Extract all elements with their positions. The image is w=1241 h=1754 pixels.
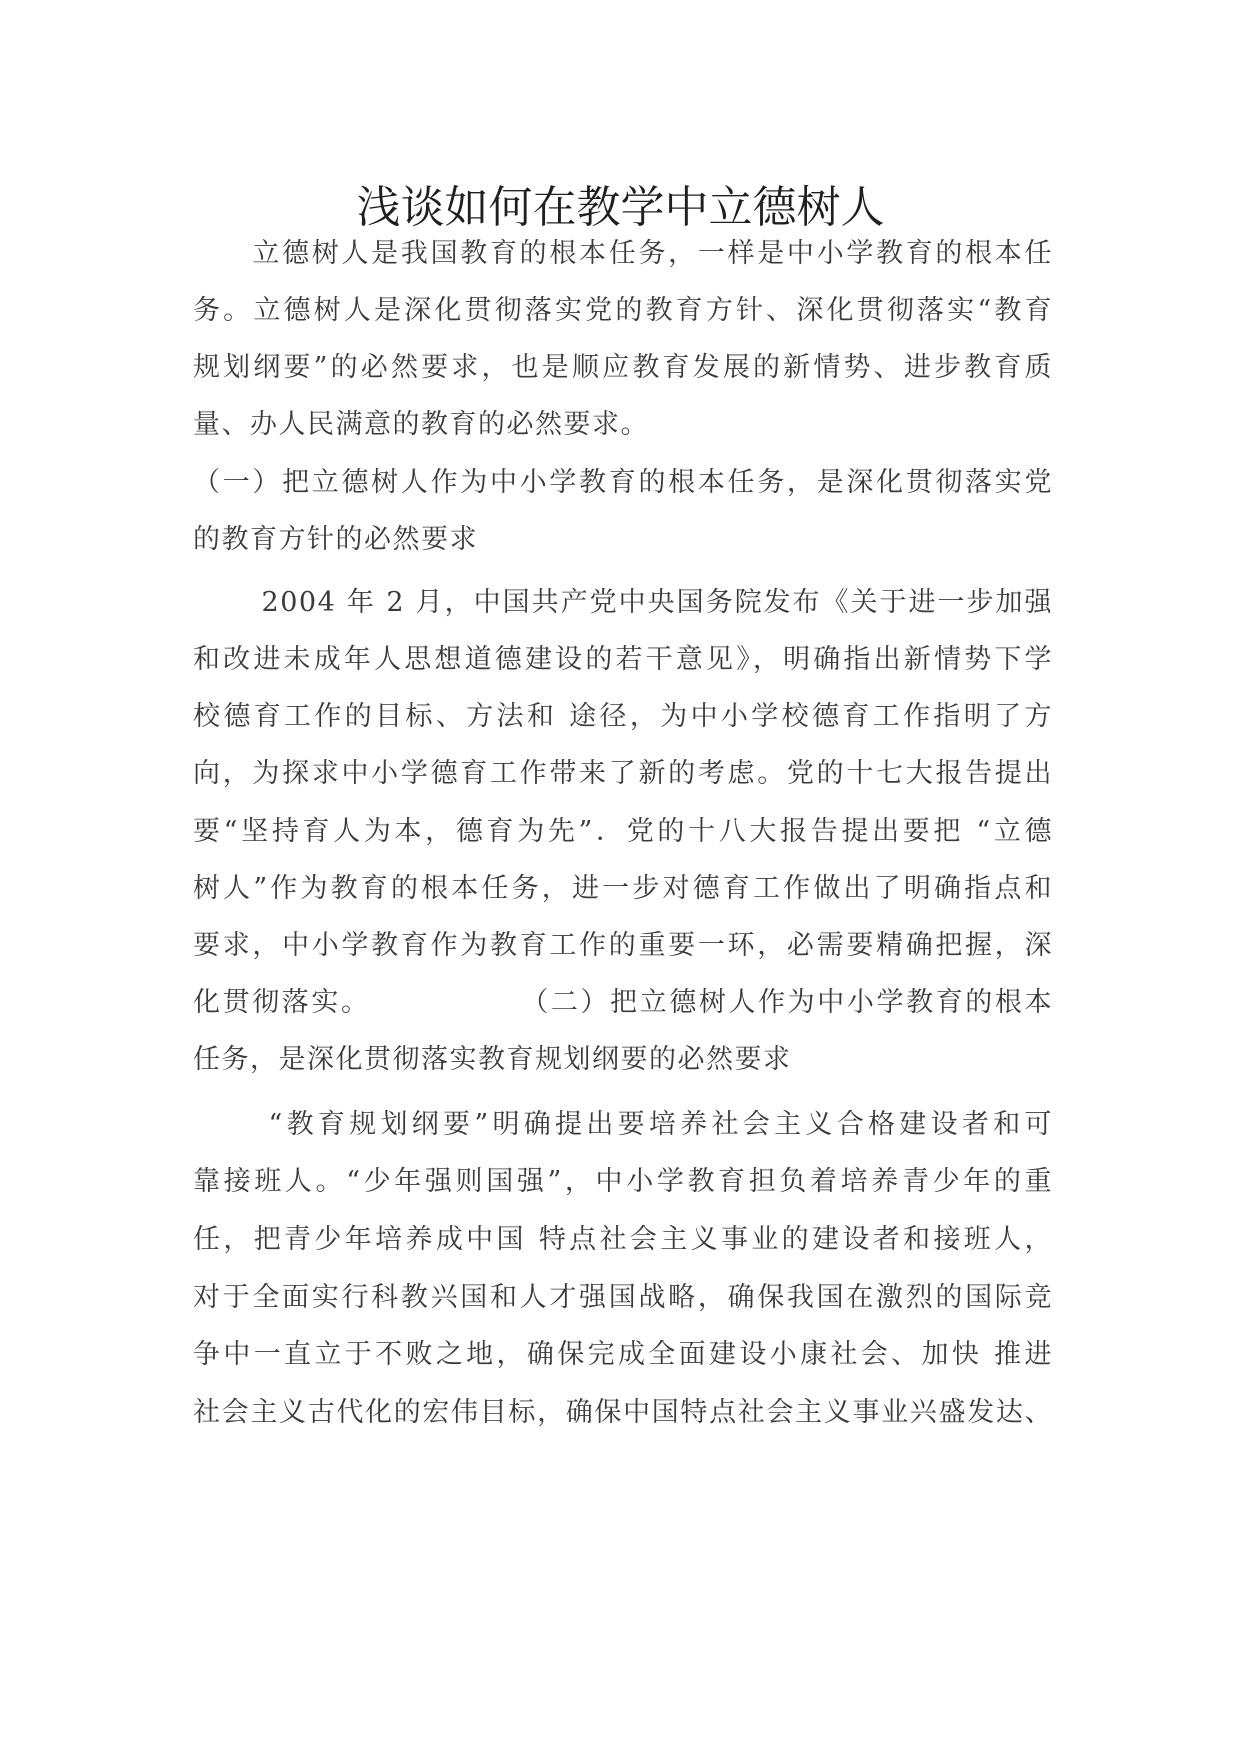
body-line-4: 量、办人民满意的教育的必然要求。 xyxy=(193,409,649,440)
body-line-10: 向，为探求中小学德育工作带来了新的考虑。党的十七大报告提出 xyxy=(193,758,1053,789)
body-line-1: 立德树人是我国教育的根本任务，一样是中小学教育的根本任 xyxy=(193,238,1053,269)
body-line-11: 要“坚持育人为本，德育为先”．党的十八大报告提出要把 “立德 xyxy=(193,816,1053,847)
body-line-9: 校德育工作的目标、方法和 途径，为中小学校德育工作指明了方 xyxy=(193,701,1053,732)
body-line-7: 2004 年 2 月，中国共产党中央国务院发布《关于进一步加强 xyxy=(193,587,1053,618)
body-line-20: 争中一直立于不败之地，确保完成全面建设小康社会、加快 推进 xyxy=(193,1339,1053,1370)
body-line-3: 规划纲要”的必然要求，也是顺应教育发展的新情势、进步教育质 xyxy=(193,352,1053,383)
section-heading-1-line-1: （一）把立德树人作为中小学教育的根本任务，是深化贯彻落实党 xyxy=(193,467,1053,498)
body-line-21: 社会主义古代化的宏伟目标，确保中国特点社会主义事业兴盛发达、 xyxy=(193,1397,1053,1428)
body-line-2: 务。立德树人是深化贯彻落实党的教育方针、深化贯彻落实“教育 xyxy=(193,295,1053,326)
body-line-8: 和改进未成年人思想道德建设的若干意见》，明确指出新情势下学 xyxy=(193,644,1053,675)
body-line-14: 化贯彻落实。 （二）把立德树人作为中小学教育的根本 xyxy=(193,987,1053,1018)
body-line-12: 树人”作为教育的根本任务，进一步对德育工作做出了明确指点和 xyxy=(193,873,1053,904)
body-line-18: 任，把青少年培养成中国 特点社会主义事业的建设者和接班人， xyxy=(193,1224,1053,1255)
body-line-19: 对于全面实行科教兴国和人才强国战略，确保我国在激烈的国际竞 xyxy=(193,1282,1053,1313)
body-line-16: “教育规划纲要”明确提出要培养社会主义合格建设者和可 xyxy=(193,1109,1053,1140)
document-title: 浅谈如何在教学中立德树人 xyxy=(356,182,885,233)
section-heading-1-line-2: 的教育方针的必然要求 xyxy=(193,524,478,555)
body-line-17: 靠接班人。“少年强则国强”，中小学教育担负着培养青少年的重 xyxy=(193,1166,1053,1197)
body-line-13: 要求，中小学教育作为教育工作的重要一环，必需要精确把握，深 xyxy=(193,930,1053,961)
section-heading-2-line-2: 任务，是深化贯彻落实教育规划纲要的必然要求 xyxy=(193,1044,792,1075)
